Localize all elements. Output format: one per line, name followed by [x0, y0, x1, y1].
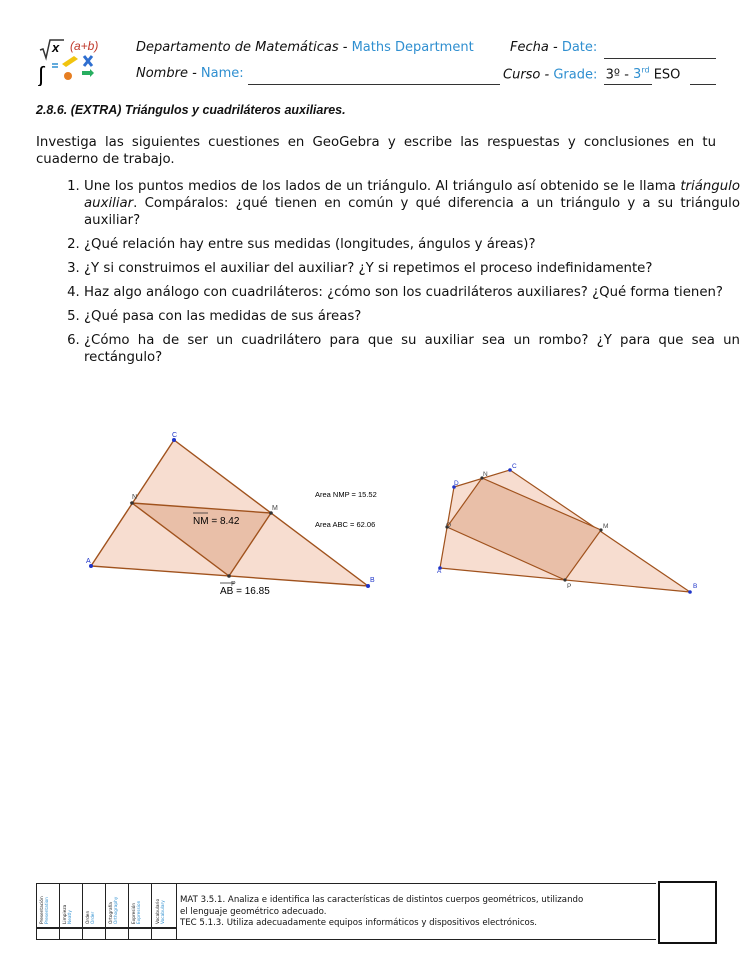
exercise-title: 2.8.6. (EXTRA) Triángulos y cuadriláteros auxiliares. [36, 103, 346, 117]
grade-value-sep: - [620, 67, 634, 83]
point-n [130, 501, 134, 505]
rubric-row-divider [36, 927, 176, 928]
rubric-order: Orden Order [86, 910, 96, 924]
date-en: Date: [561, 40, 598, 55]
name-en: Name: [200, 66, 244, 81]
auxiliary-triangle-term: triángulo auxiliar [84, 179, 740, 211]
point-p [227, 574, 231, 578]
logo-integral: ∫ [38, 62, 45, 86]
grade-stage: ESO [653, 67, 681, 83]
name-field[interactable] [248, 84, 500, 85]
grade-sep: - [540, 67, 554, 83]
grade-es: Curso [503, 67, 541, 83]
rubric-vocabulary: Vocabulario Vocabulary [156, 898, 166, 924]
rubric-col-divider-1 [59, 883, 60, 939]
quad-label-n: N [483, 471, 488, 478]
date-es: Fecha [510, 40, 549, 55]
grade-underline-2 [690, 84, 716, 85]
grade-value-es: 3º [605, 67, 621, 83]
grade-value [602, 67, 681, 82]
rubric-col-divider-5 [151, 883, 152, 939]
area-nmp: Area NMP = 15.52 [315, 490, 377, 499]
rubric-presentation: Presentación Presentation [40, 896, 50, 924]
label-m: M [272, 505, 278, 512]
label-c: C [172, 432, 178, 439]
footer-top-line [176, 883, 656, 884]
question-list [60, 178, 740, 373]
quad-label-b: B [693, 583, 698, 590]
label-p: P [231, 581, 236, 588]
measure-nm: NM = 8.42 [193, 516, 240, 527]
footer-bottom-line [36, 939, 656, 940]
quad-point-p [563, 578, 566, 581]
logo-ab: (a+b) [70, 39, 99, 53]
name-sep: - [187, 66, 201, 81]
question-6: 6. ¿Cómo ha de ser un cuadrilátero para que su auxiliar sea un rombo? ¿Y para que sea un rectángulo? [84, 332, 740, 366]
rubric-col-divider-3 [105, 883, 106, 939]
rubric-orthography: Ortografía Orthography [109, 896, 119, 924]
name-label [136, 66, 244, 81]
rubric-col-divider-6 [176, 883, 177, 939]
rubric-expression: Expresión Expression [132, 900, 142, 924]
exercise-intro: Investiga las siguientes cuestiones en GeoGebra y escribe las respuestas y conclusiones en tu cuaderno de trabajo. [36, 135, 716, 167]
triangle-figure [80, 425, 400, 600]
department-logo [38, 38, 110, 86]
standard-tec: TEC 5.1.3. Utiliza adecuadamente equipos informáticos y dispositivos electrónicos. [180, 918, 538, 928]
rubric-col-divider-2 [82, 883, 83, 939]
quad-point-b [688, 590, 692, 594]
standard-mat-1: MAT 3.5.1. Analiza e identifica las características de distintos cuerpos geométricos, utilizando [180, 895, 584, 905]
date-label [510, 40, 597, 55]
question-4: 4. Haz algo análogo con cuadriláteros: ¿cómo son los cuadriláteros auxiliares? ¿Qué forma tienen? [84, 284, 740, 301]
grade-value-en: 3rd [633, 66, 650, 83]
department-line [136, 40, 474, 55]
footer-left-line [36, 883, 37, 939]
point-b [366, 584, 370, 588]
grade-underline-1 [604, 84, 652, 85]
grade-label [503, 66, 680, 82]
rubric-col-divider-4 [128, 883, 129, 939]
standards-text [180, 895, 583, 930]
measure-ab: AB = 16.85 [220, 586, 270, 597]
quad-label-a: A [437, 568, 442, 575]
label-b: B [370, 577, 375, 584]
grade-box[interactable] [658, 881, 717, 944]
quad-label-m: M [603, 523, 609, 530]
label-n: N [132, 494, 138, 501]
dept-sep: - [338, 40, 352, 55]
name-es: Nombre [136, 66, 188, 81]
dept-en: Maths Department [351, 40, 474, 55]
question-2: 2. ¿Qué relación hay entre sus medidas (longitudes, ángulos y áreas)? [84, 236, 740, 253]
dept-es: Departamento de Matemáticas [136, 40, 339, 55]
label-a: A [86, 558, 91, 565]
rubric-neatly: Limpieza Neatly [63, 904, 73, 924]
grade-en: Grade: [553, 67, 598, 83]
math-logo-icon [38, 38, 110, 86]
logo-x: x [52, 40, 60, 55]
standard-mat-2: el lenguaje geométrico adecuado. [180, 906, 327, 917]
date-sep: - [548, 40, 562, 55]
quadrilateral-figure [430, 455, 710, 600]
area-abc: Area ABC = 62.06 [315, 520, 376, 529]
question-1: 1. Une los puntos medios de los lados de un triángulo. Al triángulo así obtenido se le llama triángulo auxiliar. Compáralos: ¿qué tienen en común y qué diferencia a un triángulo y a su triángulo auxiliar? [84, 178, 740, 229]
question-5: 5. ¿Qué pasa con las medidas de sus áreas? [84, 308, 740, 325]
quad-label-d: D [454, 480, 459, 487]
quad-label-c: C [512, 463, 517, 470]
question-3: 3. ¿Y si construimos el auxiliar del auxiliar? ¿Y si repetimos el proceso indefinidamente? [84, 260, 740, 277]
quad-label-q: Q [446, 522, 452, 529]
date-field[interactable] [604, 58, 716, 59]
quad-label-p: P [567, 583, 572, 590]
